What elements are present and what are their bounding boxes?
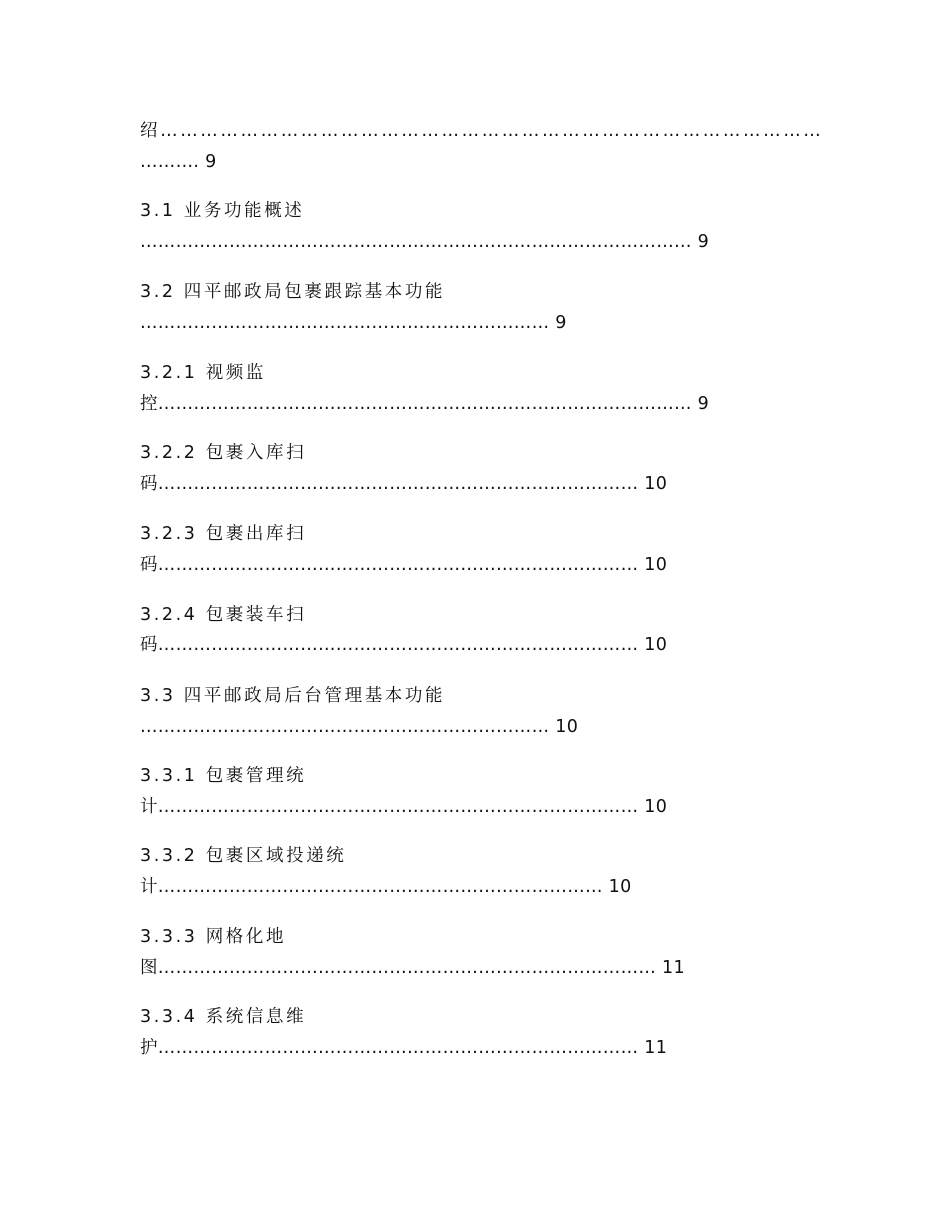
toc-entry-line: 3.2.2 包裹入库扫	[140, 443, 307, 463]
toc-entry-line: 3.1 业务功能概述	[140, 201, 305, 221]
toc-entry-continuation: 码……………………………………………………………………… 10	[140, 555, 668, 575]
toc-entry-line: 3.3.4 系统信息维	[140, 1007, 307, 1027]
toc-entry-line: 3.3.3 网格化地	[140, 927, 287, 947]
toc-entry-continuation: …………………………………………………………… 10	[140, 717, 579, 737]
toc-entry-continuation: ………………………………………………………………………………… 9	[140, 232, 710, 252]
toc-entry-continuation: 码……………………………………………………………………… 10	[140, 474, 668, 494]
toc-entry-line: 3.2.3 包裹出库扫	[140, 524, 307, 544]
toc-entry-continuation: 码……………………………………………………………………… 10	[140, 635, 668, 655]
toc-entry-continuation: 计……………………………………………………………………… 10	[140, 797, 668, 817]
toc-entry-line: 3.2.4 包裹装车扫	[140, 605, 307, 625]
toc-entry-line: 3.3.2 包裹区域投递统	[140, 846, 347, 866]
toc-entry-continuation: ………. 9	[140, 152, 217, 172]
toc-entry-line: 3.3 四平邮政局后台管理基本功能	[140, 686, 446, 706]
toc-entry-line: 绍………………………………………………………………………………………	[140, 121, 824, 141]
toc-entry-continuation: …………………………………………………………… 9	[140, 313, 567, 333]
toc-entry-continuation: 护……………………………………………………………………… 11	[140, 1038, 668, 1058]
toc-entry-line: 3.2 四平邮政局包裹跟踪基本功能	[140, 282, 446, 302]
toc-entry-line: 3.3.1 包裹管理统	[140, 766, 307, 786]
toc-entry-continuation: 控……………………………………………………………………………… 9	[140, 394, 710, 414]
toc-entry-continuation: 计………………………………………………………………… 10	[140, 877, 632, 897]
toc-entry-line: 3.2.1 视频监	[140, 363, 266, 383]
toc-entry-continuation: 图………………………………………………………………………… 11	[140, 958, 685, 978]
